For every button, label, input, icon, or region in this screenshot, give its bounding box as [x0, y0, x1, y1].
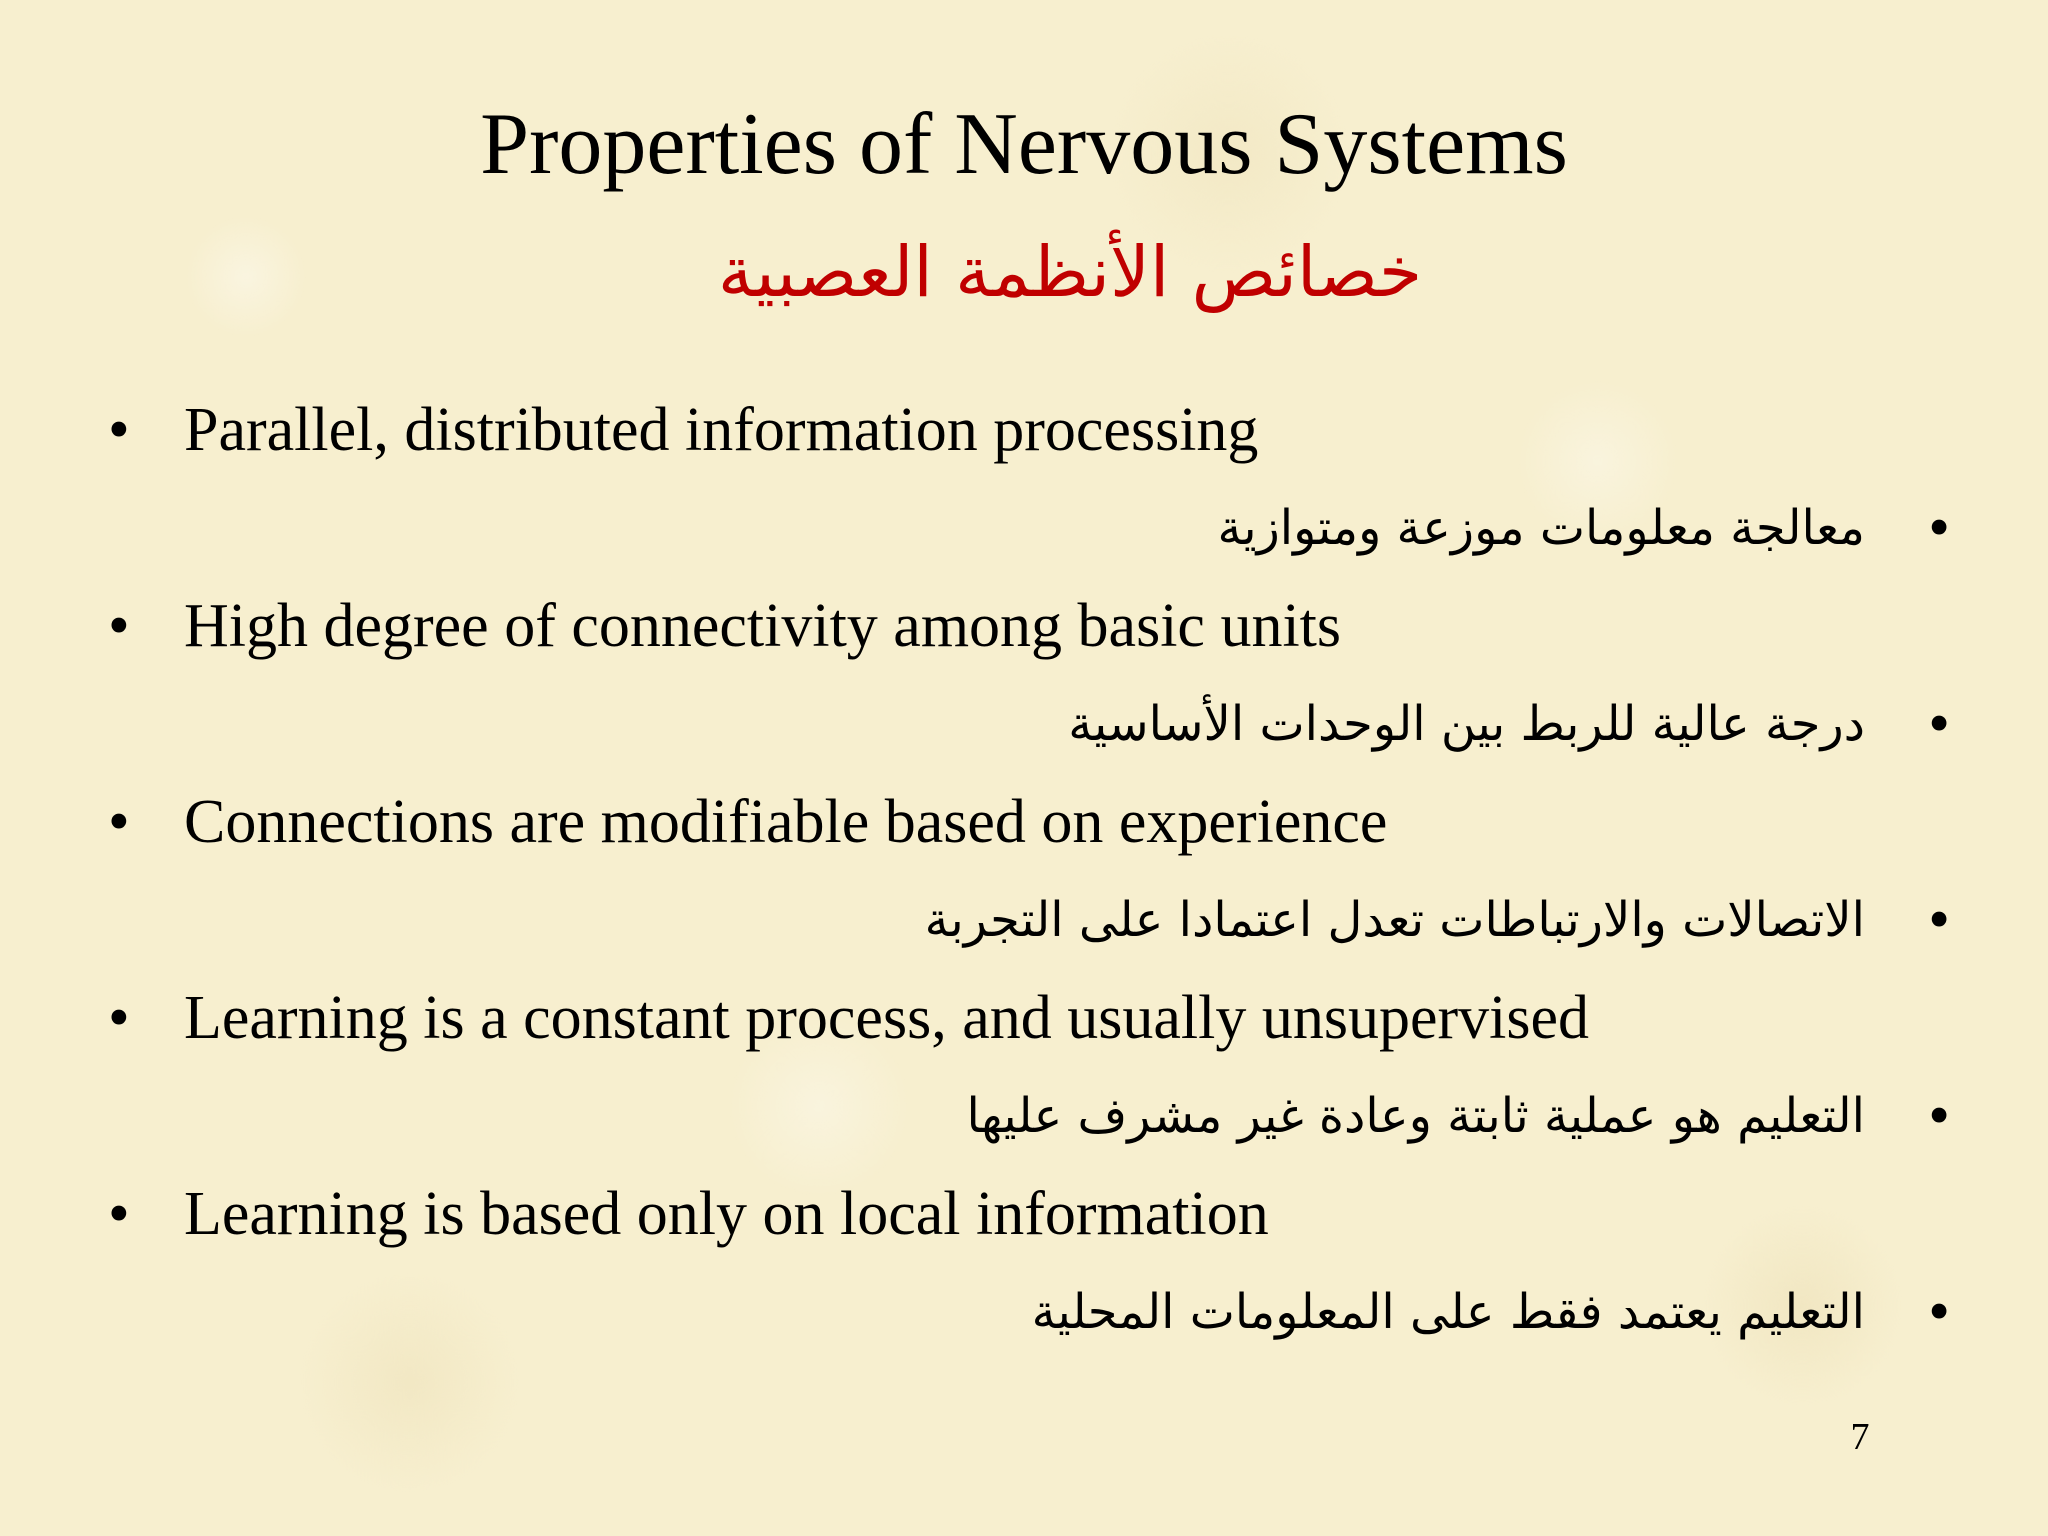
bullet-item-arabic — [700, 870, 1950, 970]
bullet-icon: • — [108, 1180, 130, 1248]
bullet-icon: • — [1928, 494, 1950, 562]
bullet-item-arabic — [700, 1066, 1950, 1166]
bullet-icon: • — [108, 984, 130, 1052]
bullet-text-arabic: التعليم يعتمد فقط على المعلومات المحلية — [1031, 1284, 1865, 1340]
bullet-text-english: Parallel, distributed information processing — [184, 396, 1259, 464]
page-number: 7 — [1850, 1416, 1870, 1458]
bullet-icon: • — [108, 788, 130, 856]
bullet-text-english: Connections are modifiable based on experience — [184, 788, 1388, 856]
bullet-text-arabic: معالجة معلومات موزعة ومتوازية — [1217, 500, 1865, 556]
bullet-text-english: High degree of connectivity among basic units — [184, 592, 1342, 660]
bullet-text-arabic: التعليم هو عملية ثابتة وعادة غير مشرف عليها — [966, 1088, 1865, 1144]
bullet-item-english — [108, 576, 1988, 676]
bullet-icon: • — [1928, 1082, 1950, 1150]
bullet-text-english: Learning is a constant process, and usually unsupervised — [184, 984, 1589, 1052]
bullet-item-arabic — [700, 674, 1950, 774]
bullet-icon: • — [1928, 1278, 1950, 1346]
bullet-text-english: Learning is based only on local information — [184, 1180, 1269, 1248]
slide-subtitle-arabic: خصائص الأنظمة العصبية — [717, 231, 1423, 313]
bullet-item-english — [108, 968, 1988, 1068]
bullet-text-arabic: الاتصالات والارتباطات تعدل اعتمادا على التجربة — [924, 892, 1865, 948]
bullet-item-english — [108, 1164, 1988, 1264]
bullet-item-english — [108, 380, 1988, 480]
slide-title: Properties of Nervous Systems — [480, 96, 1568, 193]
bullet-item-arabic — [700, 1262, 1950, 1362]
bullet-item-arabic — [700, 478, 1950, 578]
bullet-text-arabic: درجة عالية للربط بين الوحدات الأساسية — [1068, 696, 1865, 752]
bullet-item-english — [108, 772, 1988, 872]
bullet-icon: • — [1928, 886, 1950, 954]
bullet-icon: • — [108, 396, 130, 464]
bullet-icon: • — [108, 592, 130, 660]
bullet-icon: • — [1928, 690, 1950, 758]
